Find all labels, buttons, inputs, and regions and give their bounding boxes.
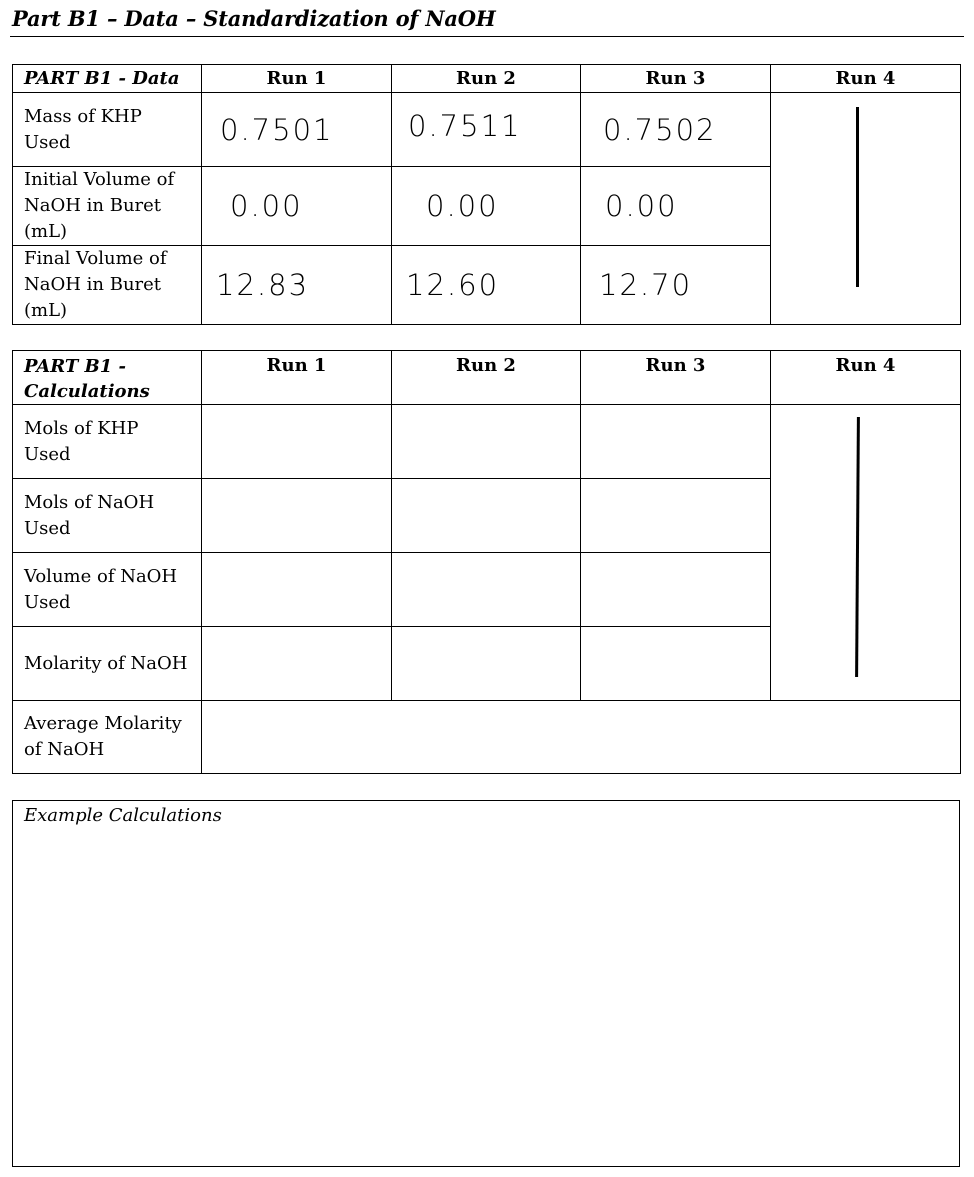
handwritten-value: 0.00 — [426, 189, 499, 223]
handwritten-value: 12.83 — [216, 268, 310, 302]
label-line: of NaOH — [24, 739, 105, 760]
handwritten-value: 12.70 — [599, 268, 693, 302]
molarity-naoh-run-1[interactable] — [202, 627, 392, 701]
average-molarity-value[interactable] — [202, 701, 961, 774]
data-table-title: PART B1 - Data — [13, 65, 202, 93]
label-line: Molarity of NaOH — [24, 652, 188, 674]
label-line: Mols of KHP — [24, 417, 139, 439]
volume-naoh-run-1[interactable] — [202, 553, 392, 627]
run-3-header: Run 3 — [581, 351, 771, 405]
page-title: Part B1 – Data – Standardization of NaOH — [12, 6, 496, 31]
example-calculations-label: Example Calculations — [24, 805, 222, 826]
volume-naoh-run-3[interactable] — [581, 553, 771, 627]
run-3-header: Run 3 — [581, 65, 771, 93]
table-row — [13, 405, 961, 479]
label-line: Used — [24, 591, 71, 613]
row-label-initial-volume — [13, 167, 202, 246]
run-1-header: Run 1 — [202, 351, 392, 405]
handwritten-value: 0.7511 — [408, 108, 522, 143]
label-line: Average Molarity — [24, 713, 182, 734]
mass-khp-run-3[interactable] — [581, 93, 771, 167]
mols-khp-run-1[interactable] — [202, 405, 392, 479]
data-table — [12, 64, 961, 325]
label-line: NaOH in Buret — [24, 274, 162, 295]
run-2-header: Run 2 — [392, 351, 581, 405]
mols-naoh-run-3[interactable] — [581, 479, 771, 553]
title-divider — [10, 36, 964, 37]
label-line: Used — [24, 517, 71, 539]
mass-khp-run-1[interactable] — [202, 93, 392, 167]
run-4-header: Run 4 — [771, 65, 961, 93]
calculations-table — [12, 350, 961, 774]
molarity-naoh-run-2[interactable] — [392, 627, 581, 701]
handwritten-value: 0.7501 — [220, 112, 334, 147]
row-label-final-volume — [13, 246, 202, 325]
mols-naoh-run-2[interactable] — [392, 479, 581, 553]
calc-table-title — [13, 351, 202, 405]
row-label-mass-khp — [13, 93, 202, 167]
label-line: Volume of NaOH — [24, 565, 178, 587]
label-line: PART B1 - — [24, 356, 126, 377]
handwritten-value: 0.00 — [605, 189, 678, 223]
mass-khp-run-2[interactable] — [392, 93, 581, 167]
handwritten-value: 0.7502 — [603, 112, 717, 147]
initial-volume-run-1[interactable] — [202, 167, 392, 246]
initial-volume-run-3[interactable] — [581, 167, 771, 246]
strike-through-line — [856, 107, 859, 287]
strike-through-line — [855, 417, 860, 677]
mols-khp-run-2[interactable] — [392, 405, 581, 479]
run-1-header: Run 1 — [202, 65, 392, 93]
label-line: Mols of NaOH — [24, 491, 155, 513]
example-calculations-box[interactable] — [12, 800, 960, 1167]
volume-naoh-run-2[interactable] — [392, 553, 581, 627]
final-volume-run-1[interactable] — [202, 246, 392, 325]
label-line: (mL) — [24, 221, 68, 242]
mols-khp-run-3[interactable] — [581, 405, 771, 479]
label-line: Final Volume of — [24, 248, 167, 269]
row-label-mols-khp — [13, 405, 202, 479]
label-line: Used — [24, 131, 71, 153]
run-4-header: Run 4 — [771, 351, 961, 405]
molarity-naoh-run-3[interactable] — [581, 627, 771, 701]
run-4-data-cell[interactable] — [771, 93, 961, 325]
label-line: Used — [24, 443, 71, 465]
run-2-header: Run 2 — [392, 65, 581, 93]
final-volume-run-2[interactable] — [392, 246, 581, 325]
run-4-calc-cell[interactable] — [771, 405, 961, 701]
label-line: Mass of KHP — [24, 105, 142, 127]
final-volume-run-3[interactable] — [581, 246, 771, 325]
label-line: Initial Volume of — [24, 169, 175, 190]
table-row — [13, 701, 961, 774]
data-table-header-row — [13, 65, 961, 93]
handwritten-value: 0.00 — [230, 189, 303, 223]
row-label-mols-naoh — [13, 479, 202, 553]
row-label-volume-naoh — [13, 553, 202, 627]
handwritten-value: 12.60 — [406, 268, 500, 302]
initial-volume-run-2[interactable] — [392, 167, 581, 246]
label-line: Calculations — [24, 381, 150, 402]
table-row — [13, 93, 961, 167]
label-line: NaOH in Buret — [24, 195, 162, 216]
calc-table-header-row — [13, 351, 961, 405]
label-line: (mL) — [24, 300, 68, 321]
row-label-molarity-naoh — [13, 627, 202, 701]
mols-naoh-run-1[interactable] — [202, 479, 392, 553]
row-label-average-molarity — [13, 701, 202, 774]
